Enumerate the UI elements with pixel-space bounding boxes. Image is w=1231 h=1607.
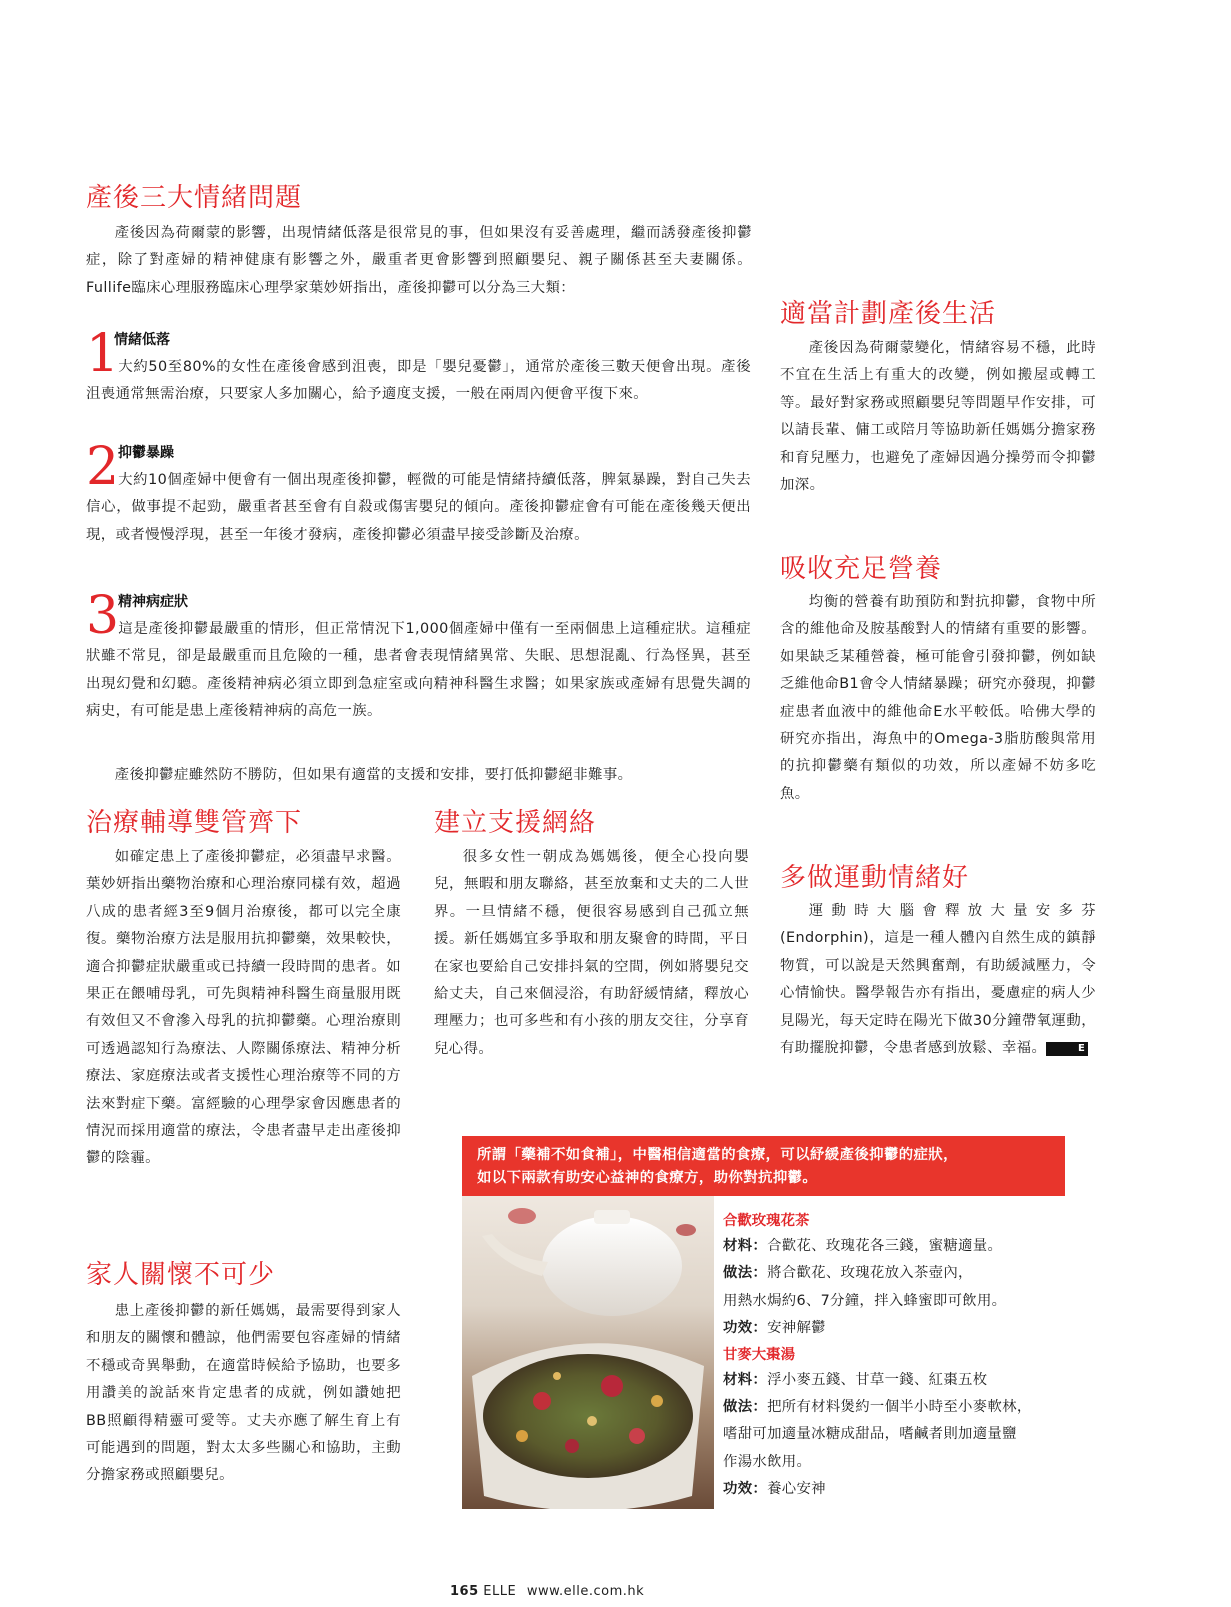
- item-number: 3: [86, 586, 120, 646]
- recipe-effect: 功效：養心安神: [723, 1481, 826, 1498]
- section-intro: 產後因為荷爾蒙的影響，出現情緒低落是很常見的事，但如果沒有妥善處理，繼而誘發產後抑鬱症，除了對產婦的精神健康有影響之外，嚴重者更會影響到照顧嬰兒、親子關係甚至夫妻關係。Fullife臨床心理服務臨床心理學家葉妙妍指出，產後抑鬱可以分為三大類：: [86, 225, 752, 296]
- magazine-name: ELLE: [483, 1584, 517, 1599]
- banner-line-2: 如以下兩款有助安心益神的食療方，助你對抗抑鬱。: [477, 1170, 818, 1186]
- tea-illustration: [462, 1196, 714, 1509]
- recipe-method: 做法：把所有材料煲約一個半小時至小麥軟林，: [723, 1399, 1032, 1416]
- recipe-ingredients: 材料：浮小麥五錢、甘草一錢、紅棗五枚: [723, 1371, 988, 1388]
- item-body: 這是產後抑鬱最嚴重的情形，但正常情況下1,000個產婦中僅有一至兩個患上這種症狀。這種症狀雖不常見，卻是最嚴重而且危險的一種，患者會表現情緒異常、失眠、思想混亂、行為怪異，甚至出現幻覺和幻聽。產後精神病必須立即到急症室或向精神科醫生求醫；如果家族或產婦有思覺失調的病史，有可能是患上產後精神病的高危一族。: [86, 621, 751, 720]
- recipe-title: 甘麥大棗湯: [723, 1346, 795, 1363]
- section-title-emotional-problems: 產後三大情緒問題: [86, 183, 303, 213]
- section-family-care-body: 患上產後抑鬱的新任媽媽，最需要得到家人和朋友的關懷和體諒，他們需要包容產婦的情緒不穩或奇異舉動，在適當時候給予協助，也要多用讚美的說話來肯定患者的成就，例如讚她把BB照顧得精靈可愛等。丈夫亦應了解生育上有可能遇到的問題，對太太多些關心和協助，主動分擔家務或照顧嬰兒。: [86, 1303, 401, 1484]
- diet-therapy-banner: [462, 1136, 1065, 1196]
- website-url: www.elle.com.hk: [526, 1584, 645, 1599]
- section-postpartum-plan-body: 產後因為荷爾蒙變化，情緒容易不穩，此時不宜在生活上有重大的改變，例如搬屋或轉工等。最好對家務或照顧嬰兒等問題早作安排，可以請長輩、傭工或陪月等協助新任媽媽分擔家務和育兒壓力，也避免了產婦因過分操勞而令抑鬱加深。: [780, 340, 1096, 494]
- section-title-treatment: 治療輔導雙管齊下: [86, 808, 303, 838]
- recipe-1: [723, 1209, 1073, 1343]
- item-title: 情緒低落: [114, 332, 170, 348]
- section-title-exercise: 多做運動情緒好: [780, 863, 970, 893]
- recipe-2: [723, 1343, 1073, 1504]
- recipe-ingredients: 材料：合歡花、玫瑰花各三錢，蜜糖適量。: [723, 1238, 1003, 1254]
- section-title-postpartum-plan: 適當計劃產後生活: [780, 299, 997, 329]
- recipe-method-cont: 用熱水焗約6、7分鐘，拌入蜂蜜即可飲用。: [723, 1292, 1007, 1309]
- recipe-title: 合歡玫瑰花茶: [723, 1213, 810, 1229]
- section-title-family-care: 家人關懷不可少: [86, 1260, 276, 1290]
- list-item-2: [86, 437, 752, 583]
- item-title: 抑鬱暴躁: [118, 445, 174, 461]
- list-item-3: [86, 586, 752, 762]
- item-number: 1: [86, 324, 120, 384]
- item-number: 2: [86, 437, 120, 497]
- page-footer: [450, 1584, 644, 1599]
- list-item-1: [86, 324, 752, 440]
- section-support-network-body: 很多女性一朝成為媽媽後，便全心投向嬰兒，無暇和朋友聯絡，甚至放棄和丈夫的二人世界。一旦情緒不穩，便很容易感到自己孤立無援。新任媽媽宜多爭取和朋友聚會的時間，平日在家也要給自己安排抖氣的空間，例如將嬰兒交給丈夫，自己來個浸浴，有助舒緩情緒，釋放心理壓力；也可多些和有小孩的朋友交往，分享育兒心得。: [434, 849, 749, 1057]
- article-end-mark: E: [1046, 1042, 1088, 1056]
- recipe-method-cont: 嗜甜可加適量冰糖成甜品，嗜鹹者則加適量鹽: [723, 1426, 1017, 1443]
- item-body: 大約10個產婦中便會有一個出現產後抑鬱，輕微的可能是情緒持續低落，脾氣暴躁，對自己失去信心，做事提不起勁，嚴重者甚至會有自殺或傷害嬰兒的傾向。產後抑鬱症會有可能在產後幾天便出現，或者慢慢浮現，甚至一年後才發病，產後抑鬱必須盡早接受診斷及治療。: [86, 472, 751, 543]
- banner-line-1: 所謂「藥補不如食補」，中醫相信適當的食療，可以紓緩產後抑鬱的症狀，: [477, 1147, 958, 1163]
- section-closing: 產後抑鬱症雖然防不勝防，但如果有適當的支援和安排，要打低抑鬱絕非難事。: [114, 767, 633, 783]
- recipe-effect: 功效：安神解鬱: [723, 1320, 826, 1337]
- section-treatment-body: 如確定患上了產後抑鬱症，必須盡早求醫。葉妙妍指出藥物治療和心理治療同樣有效，超過八成的患者經3至9個月治療後，都可以完全康復。藥物治療方法是服用抗抑鬱藥，效果較快，適合抑鬱症狀嚴重或已持續一段時間的患者。如果正在餵哺母乳，可先與精神科醫生商量服用既有效但又不會滲入母乳的抗抑鬱藥。心理治療則可透過認知行為療法、人際關係療法、精神分析療法、家庭療法或者支援性心理治療等不同的方法來對症下藥。富經驗的心理學家會因應患者的情況而採用適當的療法，令患者盡早走出產後抑鬱的陰霾。: [86, 849, 401, 1167]
- recipes: [723, 1209, 1073, 1504]
- page-number: 165: [450, 1584, 479, 1599]
- item-title: 精神病症狀: [118, 594, 188, 610]
- recipe-method: 做法：將合歡花、玫瑰花放入茶壺內，: [723, 1265, 973, 1282]
- recipe-method-cont: 作湯水飲用。: [723, 1453, 812, 1470]
- item-body: 大約50至80%的女性在產後會感到沮喪，即是「嬰兒憂鬱」，通常於產後三數天便會出現。產後沮喪通常無需治療，只要家人多加關心，給予適度支援，一般在兩周內便會平復下來。: [86, 359, 751, 403]
- section-exercise-body: 運動時大腦會釋放大量安多芬(Endorphin)，這是一種人體內自然生成的鎮靜物質，可以說是天然興奮劑，有助緩減壓力，令心情愉快。醫學報告亦有指出，憂慮症的病人少見陽光，每天定時在陽光下做30分鐘帶氧運動，有助擺脫抑鬱，令患者感到放鬆、幸福。 E: [780, 903, 1096, 1057]
- herbal-tea-photo: [462, 1196, 714, 1509]
- section-title-nutrition: 吸收充足營養: [780, 554, 943, 584]
- section-nutrition-body: 均衡的營養有助預防和對抗抑鬱，食物中所含的維他命及胺基酸對人的情緒有重要的影響。如果缺乏某種營養，極可能會引發抑鬱，例如缺乏維他命B1會令人情緒暴躁；研究亦發現，抑鬱症患者血液中的維他命E水平較低。哈佛大學的研究亦指出，海魚中的Omega-3脂肪酸與常用的抗抑鬱藥有類似的功效，所以產婦不妨多吃魚。: [780, 594, 1096, 802]
- section-title-support-network: 建立支援網絡: [434, 808, 597, 838]
